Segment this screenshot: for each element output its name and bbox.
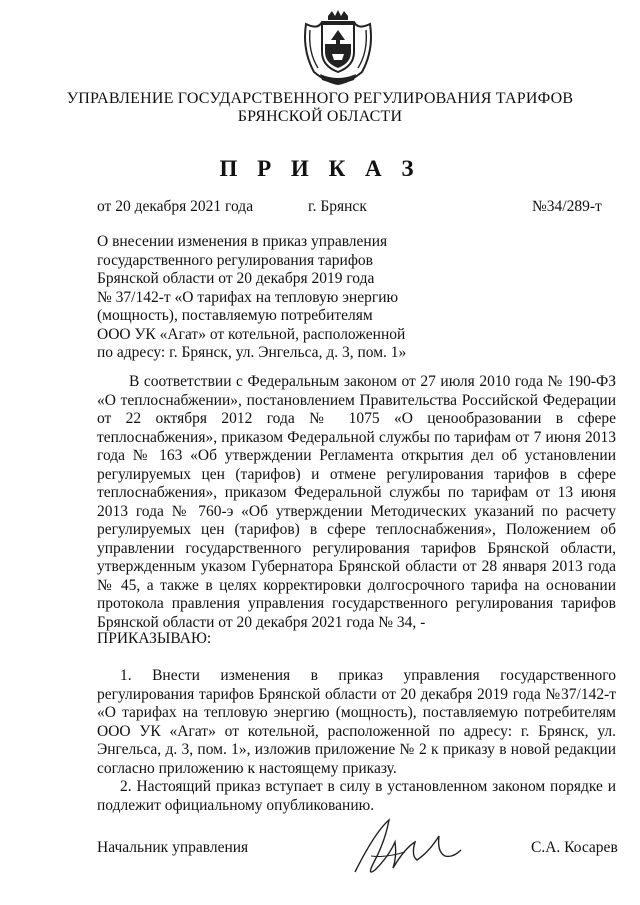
order-subject xyxy=(97,233,417,363)
signatory-position: Начальник управления xyxy=(97,839,249,856)
order-number: №34/289-т xyxy=(532,198,602,215)
signatory-name: С.А. Косарев xyxy=(531,839,618,856)
coat-of-arms-icon xyxy=(298,10,378,85)
organization-name-line1: УПРАВЛЕНИЕ ГОСУДАРСТВЕННОГО РЕГУЛИРОВАНИЯ ТАРИФОВ xyxy=(66,90,574,107)
subject-line: О внесении изменения в приказ управления xyxy=(97,233,388,250)
subject-line: № 37/142-т «О тарифах на тепловую энергию xyxy=(97,288,399,306)
subject-line: (мощность), поставляемую потребителям xyxy=(97,307,373,324)
preamble-text: В соответствии с Федеральным законом от 27 июля 2010 года № 190-ФЗ «О теплоснабжении», постановлением Правительства Российской Федерации от 22 октября 2012 года № 1075 «О ценообразовании в сфере теплоснабжения», приказом Федеральной службы по тарифам от 7 июня 2013 года № 163 «Об утверждении Регламента открытия дел об установлении регулируемых цен (тарифов) и отмене регулирования тарифов в сфере теплоснабжения», приказом Федеральной службы по тарифам от 13 июня 2013 года № 760-э «Об утверждении Методических указаний по расчету регулируемых цен (тарифов) в сфере теплоснабжения», Положением об управлении государственного регулирования тарифов Брянской области, утвержденным указом Губернатора Брянской области от 28 января 2013 года № 45, а также в целях корректировки долгосрочного тарифа на основании протокола правления управления государственного регулирования тарифов Брянской области от 20 декабря 2021 года № 34, - xyxy=(97,373,616,631)
subject-line: государственного регулирования тарифов xyxy=(97,251,373,269)
subject-line: Брянской области от 20 декабря 2019 года xyxy=(97,270,375,287)
order-items xyxy=(97,667,616,815)
subject-line: по адресу: г. Брянск, ул. Энгельса, д. 3, пом. 1» xyxy=(97,344,407,361)
order-keyword: ПРИКАЗЫВАЮ: xyxy=(97,630,212,647)
organization-name-line2: БРЯНСКОЙ ОБЛАСТИ xyxy=(237,108,403,125)
order-date: от 20 декабря 2021 года xyxy=(97,198,254,215)
order-city: г. Брянск xyxy=(308,198,367,215)
order-item-1: 1. Внести изменения в приказ управления государственного регулирования тарифов Брянской области от 20 декабря 2019 года №37/142-т «О тарифах на тепловую энергию (мощность), поставляемую потребителям ООО УК «Агат» от котельной, расположенной по адресу: г. Брянск, ул. Энгельса, д. 3, пом. 1», изложив приложение № 2 к приказу в новой редакции согласно приложению к настоящему приказу. xyxy=(97,667,616,777)
preamble xyxy=(97,373,616,632)
document-title: П Р И К А З xyxy=(219,156,421,181)
signature-icon xyxy=(345,812,465,882)
order-item-2: 2. Настоящий приказ вступает в силу в установленном законом порядке и подлежит официальному опубликованию. xyxy=(97,778,616,814)
subject-line: ООО УК «Агат» от котельной, расположенной xyxy=(97,325,406,343)
